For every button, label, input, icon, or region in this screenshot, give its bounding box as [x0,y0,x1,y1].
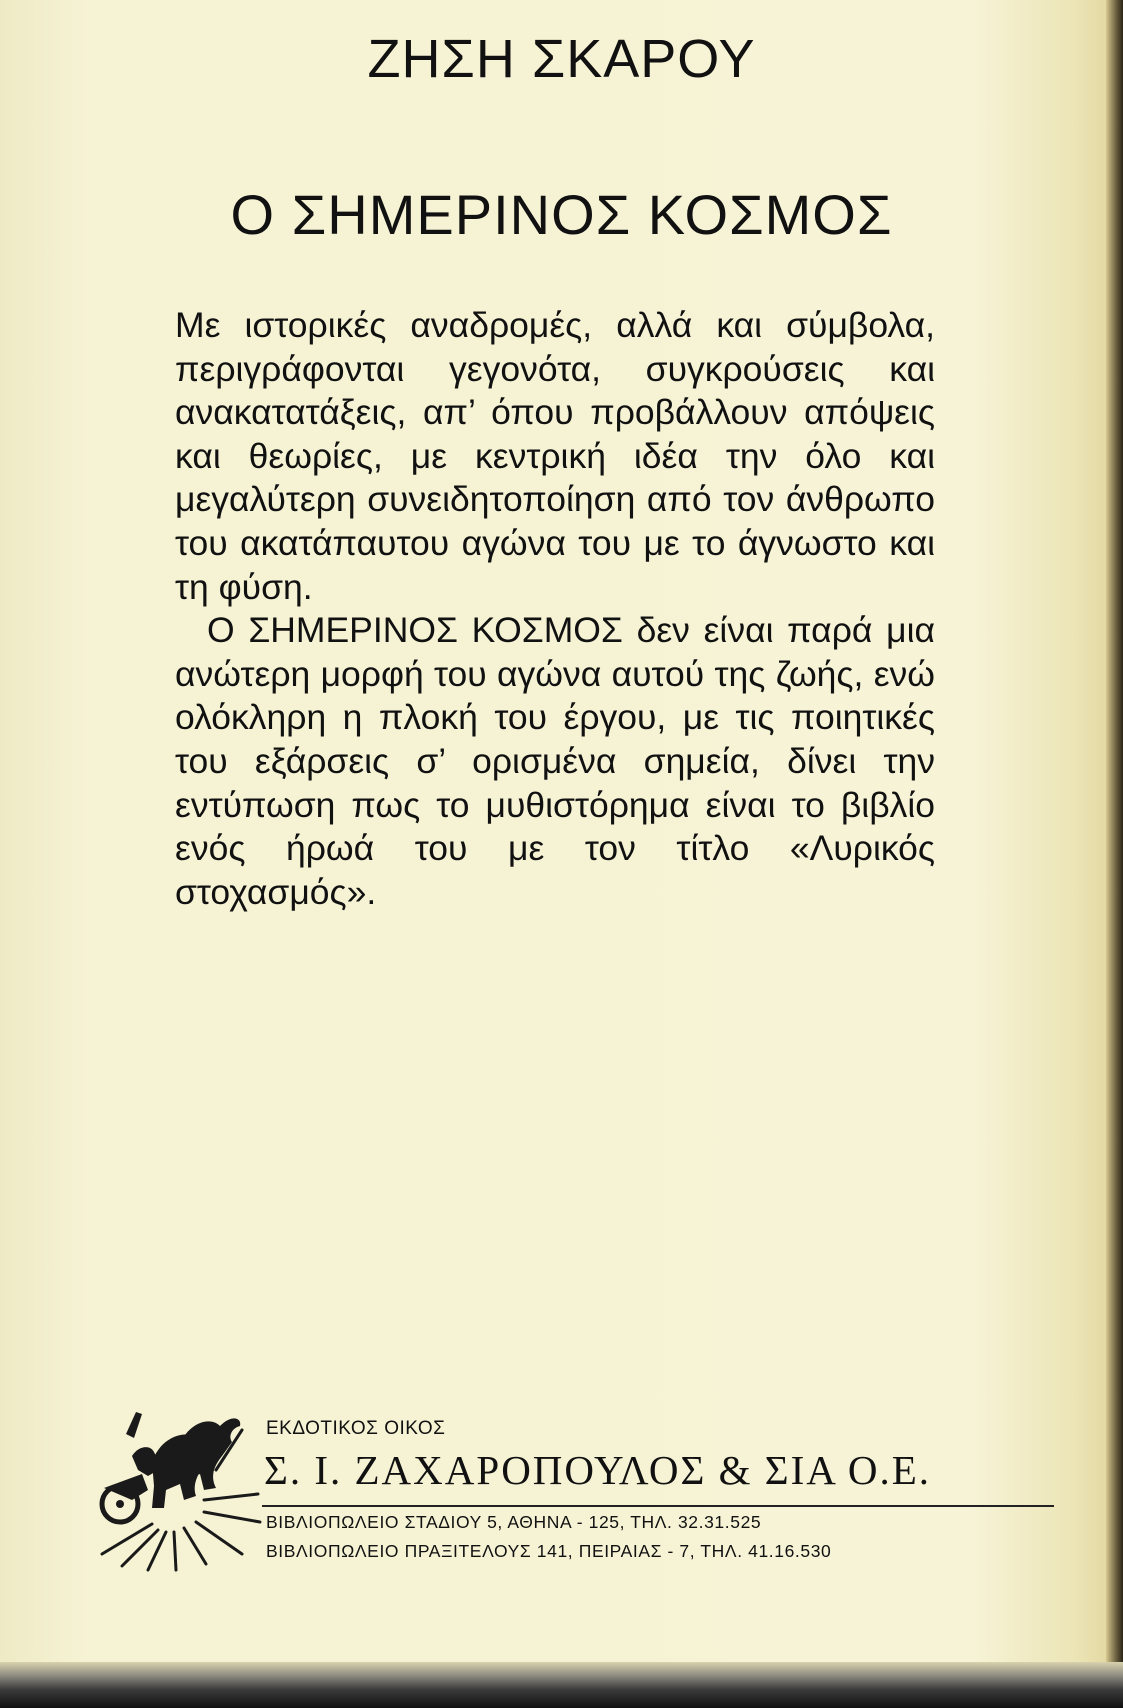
author-name: ΖΗΣΗ ΣΚΑΡΟΥ [367,29,756,89]
publisher-kicker: ΕΚΔΟΤΙΚΟΣ ΟΙΚΟΣ [266,1418,446,1439]
book-title: Ο ΣΗΜΕΡΙΝΟΣ ΚΟΣΜΟΣ [230,183,893,246]
publisher-divider [262,1505,1054,1507]
blurb-paragraph-2: Ο ΣΗΜΕΡΙΝΟΣ ΚΟΣΜΟΣ δεν είναι παρά μια ανώτερη μορφή του αγώνα αυτού της ζωής, ενώ ολόκληρη η πλοκή του έργου, με τις ποιητικές του εξάρσεις σ’ ορισμένα σημεία, δίνει την εντύπωση πως το μυθιστόρημα είναι το βιβλίο ενός ήρωά του με τον τίτλο «Λυρικός στοχασμός». [175,610,935,912]
publisher-address-athens: ΒΙΒΛΙΟΠΩΛΕΙΟ ΣΤΑΔΙΟΥ 5, ΑΘΗΝΑ - 125, ΤΗΛ. 32.31.525 [266,1512,762,1532]
blurb [175,304,935,914]
publisher-name: Σ. Ι. ΖΑΧΑΡΟΠΟΥΛΟΣ & ΣΙΑ Ο.Ε. [264,1447,932,1493]
blurb-paragraph-1: Με ιστορικές αναδρομές, αλλά και σύμβολα, περιγράφονται γεγονότα, συγκρούσεις και ανακατατάξεις, απ’ όπου προβάλλουν απόψεις και θεωρίες, με κεντρική ιδέα την όλο και μεγαλύτερη συνειδητοποίηση από τον άνθρωπο του ακατάπαυτου αγώνα του με το άγνωστο και τη φύση. [175,305,935,607]
cover-right-edge [1106,0,1123,1708]
publisher-address-piraeus: ΒΙΒΛΙΟΠΩΛΕΙΟ ΠΡΑΞΙΤΕΛΟΥΣ 141, ΠΕΙΡΑΙΑΣ - 7, ΤΗΛ. 41.16.530 [266,1541,832,1561]
cover-bottom-edge [0,1662,1123,1708]
chariot-logo-icon [92,1404,262,1572]
